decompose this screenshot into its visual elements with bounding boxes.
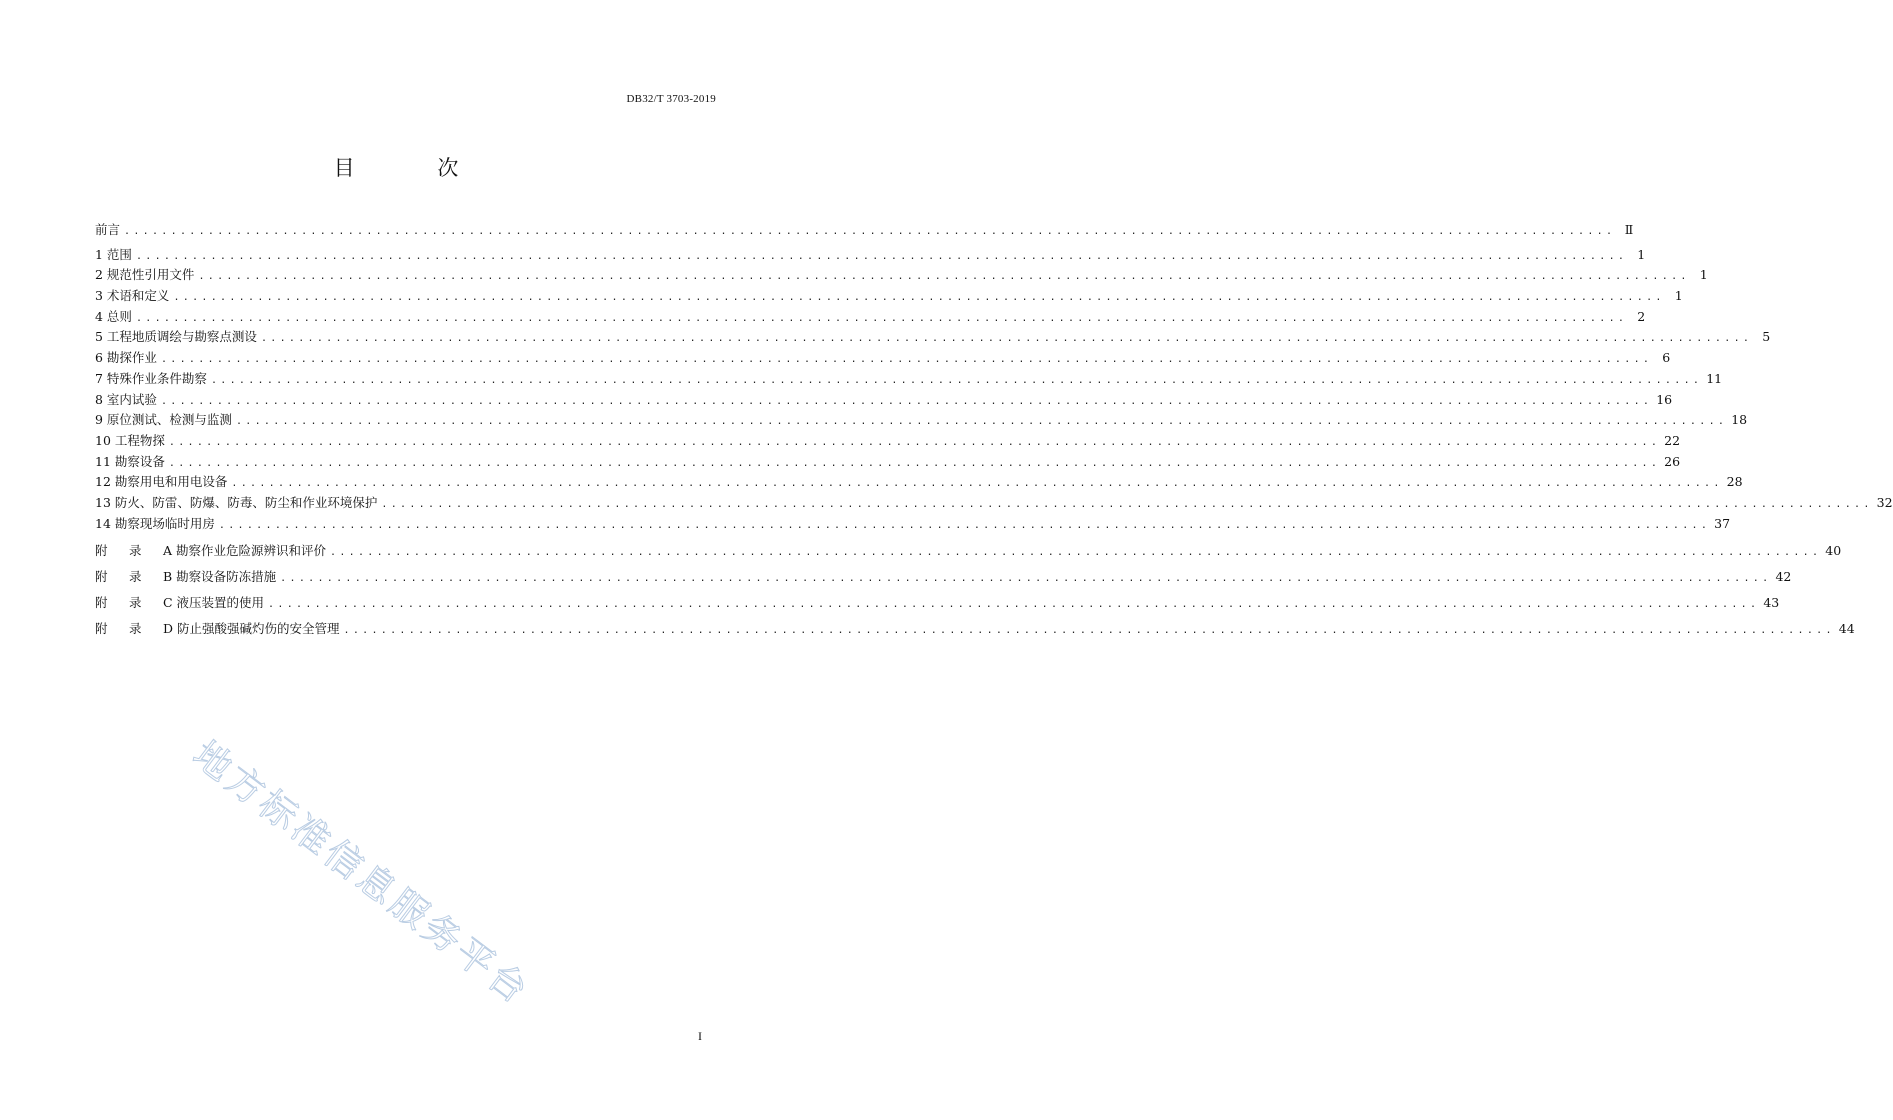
toc-appendix-b[interactable] <box>95 564 1792 590</box>
toc-page-number: 18 <box>1731 412 1748 428</box>
toc-entry-6[interactable] <box>95 348 1671 369</box>
toc-page-number: 1 <box>1674 288 1683 304</box>
toc-label: C 液压装置的使用 <box>163 595 265 611</box>
toc-page-number: 1 <box>1699 267 1708 283</box>
toc-page-number: 44 <box>1838 621 1855 637</box>
appendix-prefix-char: 附 <box>95 621 108 637</box>
leader-dots: ................................................................................................................................................................ <box>280 573 1772 585</box>
toc-entry-12[interactable] <box>95 472 1743 493</box>
toc-label: 10 工程物探 <box>95 432 165 448</box>
toc-appendix-d[interactable] <box>95 616 1855 642</box>
toc-page-number: 26 <box>1664 453 1681 469</box>
appendix-prefix-char: 录 <box>129 595 142 611</box>
leader-dots: ................................................................................................................................................................ <box>173 292 1665 304</box>
toc-entry-3[interactable] <box>95 286 1683 307</box>
toc-entry-11[interactable] <box>95 452 1681 473</box>
toc-label: 3 术语和定义 <box>95 288 170 304</box>
toc-page-number: Ⅱ <box>1624 222 1634 237</box>
toc-page-number: 16 <box>1656 391 1673 407</box>
toc-entry-14[interactable] <box>95 514 1731 535</box>
toc-page-number: 1 <box>1637 246 1646 262</box>
leader-dots: ................................................................................................................................................................ <box>330 547 1822 559</box>
toc-page-number: 43 <box>1763 595 1780 611</box>
appendix-prefix-char: 附 <box>95 595 108 611</box>
toc-label: 9 原位测试、检测与监测 <box>95 412 232 428</box>
toc-appendix-c[interactable] <box>95 590 1780 616</box>
toc-label: 6 勘探作业 <box>95 350 157 366</box>
toc-page-number: 11 <box>1706 370 1723 386</box>
toc-label: 8 室内试验 <box>95 391 157 407</box>
appendix-prefix <box>95 616 163 642</box>
toc-label: 14 勘察现场临时用房 <box>95 515 215 531</box>
toc-entry-8[interactable] <box>95 390 1673 411</box>
leader-dots: ................................................................................................................................................................ <box>268 599 1760 611</box>
appendix-prefix-char: 录 <box>129 543 142 559</box>
toc-label: 7 特殊作业条件勘察 <box>95 370 207 386</box>
leader-dots: ................................................................................................................................................................ <box>381 498 1873 510</box>
toc-label: 1 范围 <box>95 246 132 262</box>
document-code: DB32/T 3703-2019 <box>626 93 716 105</box>
appendix-prefix-char: 附 <box>95 543 108 559</box>
leader-dots: ................................................................................................................................................................ <box>168 457 1661 469</box>
leader-dots: ................................................................................................................................................................ <box>135 312 1628 324</box>
leader-dots: ................................................................................................................................................................ <box>218 519 1711 531</box>
toc-page-number: 22 <box>1664 432 1681 448</box>
table-of-contents <box>95 220 1893 642</box>
toc-label: 11 勘察设备 <box>95 453 165 469</box>
toc-label: 2 规范性引用文件 <box>95 267 195 283</box>
toc-page-number: 40 <box>1825 543 1842 559</box>
leader-dots: ................................................................................................................................................................ <box>231 478 1723 490</box>
toc-page-number: 37 <box>1714 515 1731 531</box>
toc-label: 12 勘察用电和用电设备 <box>95 474 228 490</box>
leader-dots: ................................................................................................................................................................ <box>168 436 1661 448</box>
leader-dots: ................................................................................................................................................................ <box>160 395 1653 407</box>
toc-page-number: 32 <box>1876 494 1893 510</box>
page-title: 目 次 <box>333 156 497 180</box>
toc-page-number: 28 <box>1726 474 1743 490</box>
toc-entry-13[interactable] <box>95 493 1893 514</box>
toc-label: D 防止强酸强碱灼伤的安全管理 <box>163 621 340 637</box>
toc-entry-foreword[interactable] <box>95 220 1634 241</box>
toc-entry-10[interactable] <box>95 431 1681 452</box>
toc-page-number: 2 <box>1637 308 1646 324</box>
toc-label: 13 防火、防雷、防爆、防毒、防尘和作业环境保护 <box>95 494 378 510</box>
page-number: I <box>698 1029 702 1043</box>
appendix-prefix <box>95 590 163 616</box>
toc-label: 4 总则 <box>95 308 132 324</box>
toc-label: 5 工程地质调绘与勘察点测设 <box>95 329 257 345</box>
leader-dots: ................................................................................................................................................................ <box>198 271 1690 283</box>
watermark: 地方标准信息服务平台 <box>184 732 539 1014</box>
toc-page-number: 42 <box>1775 569 1792 585</box>
leader-dots: ................................................................................................................................................................ <box>260 333 1753 345</box>
toc-page-number: 6 <box>1662 350 1671 366</box>
appendix-prefix-char: 录 <box>129 569 142 585</box>
toc-entry-9[interactable] <box>95 410 1748 431</box>
toc-entry-7[interactable] <box>95 369 1723 390</box>
appendix-prefix <box>95 538 163 564</box>
leader-dots: ................................................................................................................................................................ <box>235 416 1728 428</box>
toc-appendix-a[interactable] <box>95 538 1842 564</box>
toc-entry-1[interactable] <box>95 245 1646 266</box>
appendix-prefix-char: 录 <box>129 621 142 637</box>
toc-page-number: 5 <box>1762 329 1771 345</box>
leader-dots: ................................................................................................................................................................ <box>343 625 1835 637</box>
leader-dots: ................................................................................................................................................................ <box>160 354 1653 366</box>
leader-dots: ................................................................................................................................................................ <box>135 250 1628 262</box>
toc-label: B 勘察设备防冻措施 <box>163 569 277 585</box>
appendix-prefix-char: 附 <box>95 569 108 585</box>
leader-dots: ................................................................................................................................................................ <box>210 374 1703 386</box>
toc-entry-5[interactable] <box>95 327 1771 348</box>
toc-entry-2[interactable] <box>95 265 1708 286</box>
toc-entry-4[interactable] <box>95 307 1646 328</box>
toc-label: A 勘察作业危险源辨识和评价 <box>163 543 327 559</box>
appendix-prefix <box>95 564 163 590</box>
toc-label: 前言 <box>95 222 121 237</box>
leader-dots: ................................................................................................................................................................ <box>124 226 1616 237</box>
